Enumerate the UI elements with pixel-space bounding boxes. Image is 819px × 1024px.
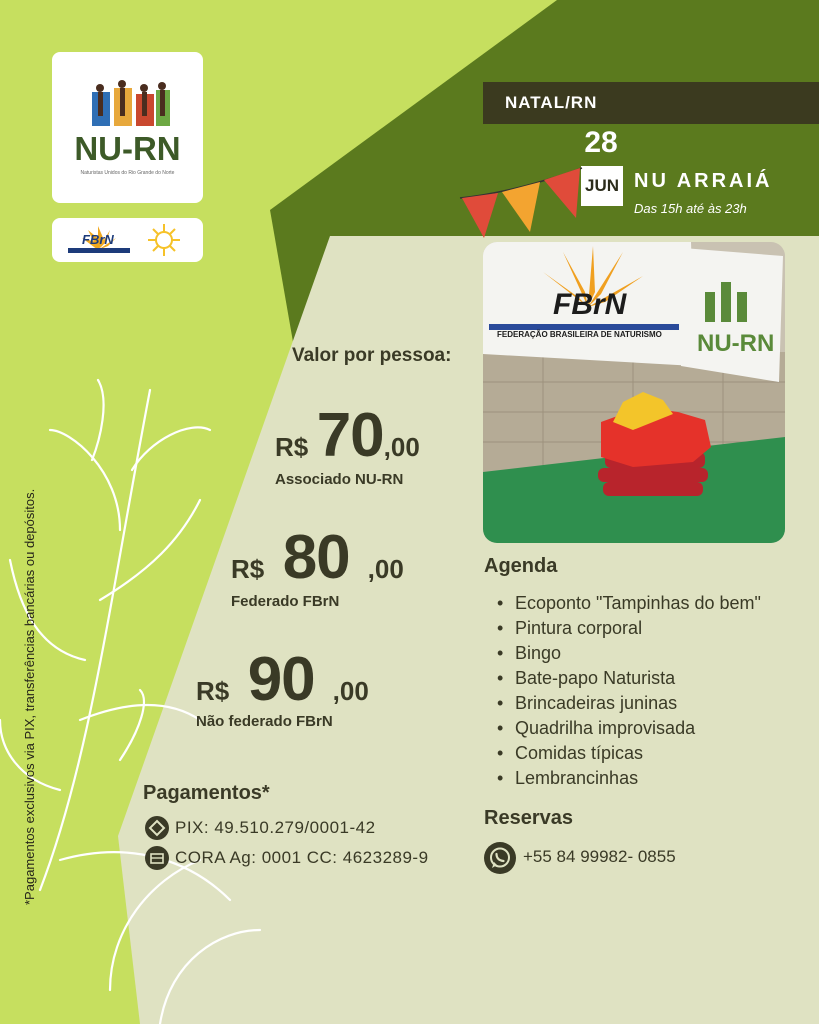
event-day: 28 [584,126,618,159]
event-month: JUN [581,166,623,206]
nurn-logo-subtitle: Naturistas Unidos do Rio Grande do Norte [80,170,175,176]
bunting-flags-icon [458,160,588,240]
photo-scene [483,242,785,543]
price-cents: ,00 [383,432,420,462]
city-bar: NATAL/RN [483,82,819,124]
price-amount: 70 [316,401,384,470]
list-item: • Bate-papo Naturista [485,666,761,691]
photo-banner-right: NU-RN [697,330,775,357]
price-cents: ,00 [332,676,369,706]
payments-title: Pagamentos* [143,782,270,804]
price-currency: R$ [231,554,265,584]
price-amount: 80 [282,523,350,592]
nurn-logo-card [52,52,203,203]
photo-banner-caption: FEDERAÇÃO BRASILEIRA DE NATURISMO [497,330,662,339]
list-item: • Bingo [485,641,761,666]
price-category: Federado FBrN [231,593,340,610]
whatsapp-icon[interactable] [484,842,516,874]
reservations-title: Reservas [484,807,573,829]
list-item: • Comidas típicas [485,741,761,766]
price-currency: R$ [275,432,309,462]
price-currency: R$ [196,676,230,706]
list-item: • Quadrilha improvisada [485,716,761,741]
price-tier-1 [275,400,420,470]
fbrn-sun-icon [52,218,203,262]
cora-details: CORA Ag: 0001 CC: 4623289-9 [175,848,429,867]
price-cents: ,00 [367,554,404,584]
payment-footnote: *Pagamentos exclusivos via PIX, transferências bancárias ou depósitos. [22,488,37,905]
price-tier-3 [196,644,369,714]
nurn-logo-title: NU-RN [74,130,181,167]
agenda-title: Agenda [484,555,558,577]
agenda-list [485,591,761,791]
price-category: Não federado FBrN [196,713,333,730]
photo-banner-left: FBrN [553,288,627,321]
reservations-phone[interactable]: +55 84 99982- 0855 [523,847,676,866]
event-hours: Das 15h até às 23h [634,201,747,216]
price-label: Valor por pessoa: [292,345,452,366]
bank-icon [145,846,169,870]
event-photo [483,242,785,543]
fbrn-logo-text: FBrN [82,232,114,247]
pix-details: PIX: 49.510.279/0001-42 [175,818,376,837]
list-item: • Ecoponto "Tampinhas do bem" [485,591,761,616]
pix-icon [145,816,169,840]
list-item: • Brincadeiras juninas [485,691,761,716]
list-item: • Lembrancinhas [485,766,761,791]
price-amount: 90 [247,645,315,714]
partner-logo-card [52,218,203,262]
list-item: • Pintura corporal [485,616,761,641]
price-tier-2 [231,522,404,592]
event-title: NU ARRAIÁ [634,170,773,192]
price-category: Associado NU-RN [275,471,404,488]
